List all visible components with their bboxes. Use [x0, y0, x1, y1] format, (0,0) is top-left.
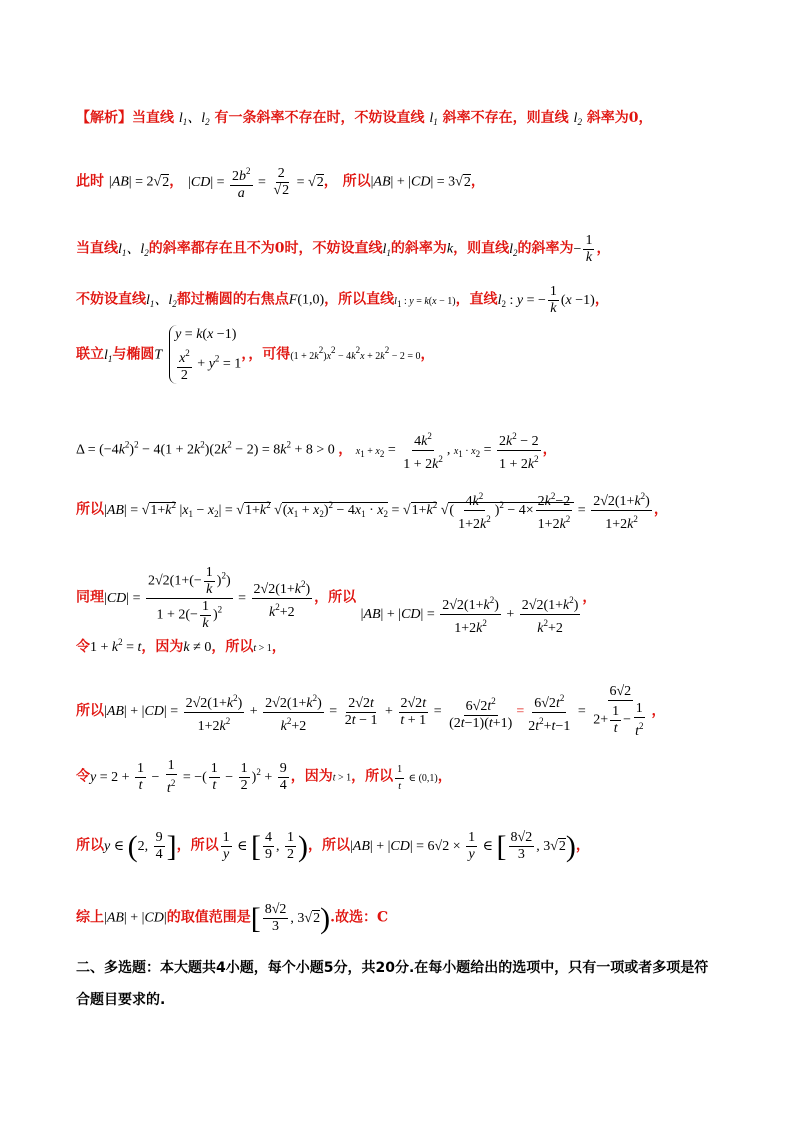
solution-line-8: 同理|CD| = 2√2(1+(− $\frac{1}{k}$ )$^2$) 1 + 2(− $\frac{1}{k}$ )$^2$ = $\frac{2√2(1+k^2)}{k^2+2}$ ，所以 |AB| + |CD| = $\frac{2√2(1+k^2)}{1+2k^2}$ + $\frac{2√2(1+k^2)}{k^2+2}$ ， — [76, 565, 597, 636]
solution-line-11: 令y = 2 + $\frac{1}{t}$ − $\frac{1}{t^2}$ = −( $\frac{1}{t}$ − $\frac{1}{2}$ )$^2$ + $\frac{9}{4}$ ，因为t > 1，所以 $\frac{1}{t}$ ∈ (0,1)， — [76, 758, 452, 796]
analysis-label: 【解析】 — [76, 110, 132, 126]
answer-choice: .故选：C — [330, 909, 389, 926]
solution-line-1: 【解析】当直线 $l_1$、$l_2$ 有一条斜率不存在时，不妨设直线 $l_1$ 斜率不存在，则直线 $l_2$ 斜率为0， — [76, 110, 653, 127]
solution-line-2: 此时 |AB| = 2√2， |CD| = $\frac{2b^2}{a}$ = $\frac{2}{√2}$ = √2， 所以|AB| + |CD| = 3√2， — [76, 163, 485, 202]
formula-sum: |AB| + |CD| = 3√2 — [370, 174, 471, 190]
formula-cd: |CD| = $\frac{2b^2}{a}$ = $\frac{2}{√2}$ = √2 — [188, 175, 324, 190]
solution-line-12: 所以y ∈ (2, $\frac{9}{4}$ ]，所以 $\frac{1}{y}$ ∈ [ $\frac{4}{9}$ , $\frac{1}{2}$ )，所以|AB| + |CD| = 6√2 × $\frac{1}{y}$ ∈ [ $\frac{8√2}{3}$ , 3√2)， — [76, 829, 590, 863]
equation-system: y = k(x −1) $\frac{x^2}{2}$ + $y^2 = 1$ — [169, 325, 241, 384]
solution-line-10: 所以|AB| + |CD| = $\frac{2√2(1+k^2)}{1+2k^2}$ + $\frac{2√2(1+k^2)}{k^2+2}$ = $\frac{2√2t}{2t - 1}$ + $\frac{2√2t}{t + 1}$ = $\frac{6√2t^2}{(2t-1)(t+1)}$ = $\frac{6√2t^2}{2t^2+t-1}$ = 6√2 2+ $\frac{1}{t}$ − $\frac{1}{t^2}$ ， — [76, 684, 666, 739]
section-heading-line-2: 合题目要求的. — [76, 992, 166, 1008]
solution-line-5: 联立$l_1$与椭圆T y = k(x −1) $\frac{x^2}{2}$ + $y^2 = 1$ ，，可得(1 + 2k2)x2 − 4k2x + 2k2 − 2 = 0， — [76, 327, 435, 383]
formula-ab: |AB| = 2√2 — [108, 174, 170, 190]
solution-line-4: 不妨设直线$l_1$、$l_2$都过椭圆的右焦点F(1,0)，所以直线l1 : y = k(x − 1)，直线$l_2$ : y = − $\frac{1}{k}$ (x −1)， — [76, 284, 609, 316]
section-heading-line-1: 二、多选题：本大题共4小题，每个小题5分，共20分.在每小题给出的选项中，只有一项或者多项是符 — [76, 960, 709, 976]
solution-line-13: 综上|AB| + |CD|的取值范围是[ $\frac{8√2}{3}$ , 3√2).故选：C — [76, 901, 389, 935]
solution-line-7: 所以$|AB| = √1+k^2$ $|x_1 - x_2| = √1+k^2$ $√(x_1 + x_2)^2 - 4x_1 \cdot x_2 = √1+k^2$ √( $\frac{4k^2}{1+2k^2}$ )$^2$ − 4× $\frac{2k^2-2}{1+2k^2}$ = $\frac{2√2(1+k^2)}{1+2k^2}$ ， — [76, 488, 668, 533]
solution-line-3: 当直线$l_1$、$l_2$的斜率都存在且不为0时，不妨设直线$l_1$的斜率为k，则直线$l_2$的斜率为− $\frac{1}{k}$ ， — [76, 233, 611, 265]
solution-line-6: $\Delta = (-4k^2)^2 - 4(1 + 2k^2)(2k^2 - 2) = 8k^2 + 8 > 0$ ， x1 + x2 = $\frac{4k^2}{1 + 2k^2}$ , x1 · x2 = $\frac{2k^2 - 2}{1 + 2k^2}$ ， — [76, 428, 557, 473]
solution-line-9: 令$1 + k^2 = t$，因为k ≠ 0，所以t > 1， — [76, 637, 286, 655]
